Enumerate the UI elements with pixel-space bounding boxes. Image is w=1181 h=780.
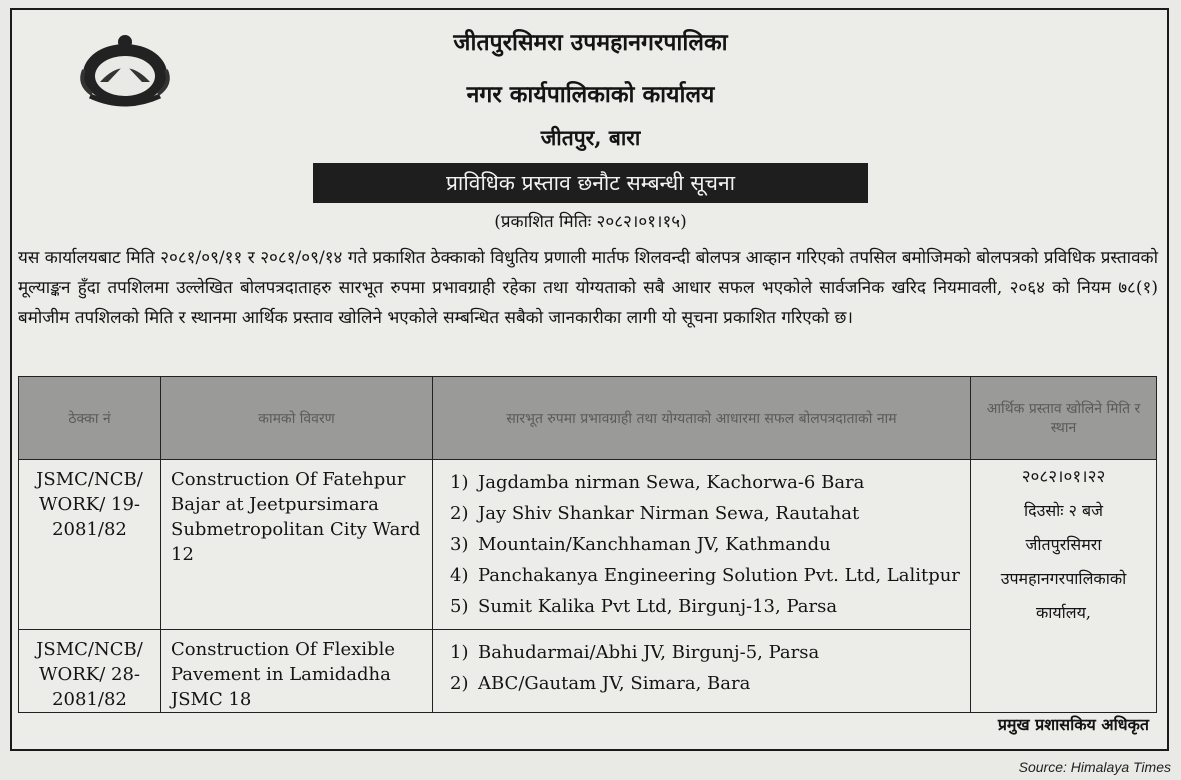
list-item: 3) Mountain/Kanchhaman JV, Kathmandu — [450, 534, 831, 555]
office-name: जीतपुरसिमरा उपमहानगरपालिका — [453, 29, 728, 56]
notice-body: यस कार्यालयबाट मिति २०८१/०९/११ र २०८१/०९/१४ गते प्रकाशित ठेक्काको विधुतिय प्रणाली मार्तफ शिलवन्दी बोलपत्र आव्हान गरिएको तपसिल बमोजिमको बोलपत्रको प्रविधिक प्रस्तावको मूल्याङ्कन हुँदा तपशिलमा उल्लेखित बोलपत्रदाताहरु सारभूत रुपमा प्रभावग्राही रहेका तथा योग्यताको सबै आधार सफल भएकोले सार्वजनिक खरिद नियमावली, २०६४ को नियम ७८(१) बमोजीम तपशिलको मिति र स्थानमा आर्थिक प्रस्ताव खोलिने भएकोले सम्बन्धित सबैको जानकारीका लागी यो सूचना प्रकाशित गरिएको छ। — [18, 248, 1158, 328]
list-item: 1) Bahudarmai/Abhi JV, Birgunj-5, Parsa — [450, 642, 820, 663]
list-item: 2) ABC/Gautam JV, Simara, Bara — [450, 673, 751, 694]
published-date: (प्रकाशित मितिः २०८२।०१।१५) — [494, 212, 687, 232]
bidder-list — [433, 460, 971, 630]
list-item: 5) Sumit Kalika Pvt Ltd, Birgunj-13, Parsa — [450, 596, 838, 617]
contract-no: JSMC/NCB/ WORK/ 19-2081/82 — [19, 460, 161, 630]
opening-date-place — [971, 460, 1157, 713]
notice-title: प्राविधिक प्रस्ताव छनौट सम्बन्धी सूचना — [445, 171, 736, 195]
opening-place-line3: कार्यालय, — [1035, 603, 1092, 622]
list-item: 1) Jagdamba nirman Sewa, Kachorwa-6 Bara — [450, 472, 865, 493]
bidder-list — [433, 630, 971, 713]
opening-place-line1: जीतपुरसिमरा — [1025, 535, 1102, 554]
list-item: 4) Panchakanya Engineering Solution Pvt. Ltd, Lalitpur — [450, 565, 960, 586]
contract-no: JSMC/NCB/ WORK/ 28-2081/82 — [19, 630, 161, 713]
header-description: कामको विवरण — [161, 377, 433, 460]
bidder-table — [18, 376, 1157, 713]
list-item: 2) Jay Shiv Shankar Nirman Sewa, Rautahat — [450, 503, 860, 524]
table-row — [19, 460, 1157, 630]
bidder-name: Jay Shiv Shankar Nirman Sewa, Rautahat — [478, 503, 860, 524]
office-location: जीतपुर, बारा — [540, 125, 641, 150]
work-description: Construction Of Flexible Pavement in Lamidadha JSMC 18 — [161, 630, 433, 713]
opening-time: दिउसोः २ बजे — [1023, 501, 1104, 520]
header-bidders: सारभूत रुपमा प्रभावग्राही तथा योग्यताको आधारमा सफल बोलपत्रदाताको नाम — [433, 377, 971, 460]
opening-date: २०८२।०१।२२ — [1021, 467, 1106, 487]
bidder-name: Sumit Kalika Pvt Ltd, Birgunj-13, Parsa — [478, 596, 838, 617]
header-contract-no: ठेक्का नं — [19, 377, 161, 460]
table-header-row — [19, 377, 1157, 460]
bidder-name: Mountain/Kanchhaman JV, Kathmandu — [478, 534, 831, 555]
opening-place-line2: उपमहानगरपालिकाको — [1000, 569, 1127, 588]
bidder-name: Jagdamba nirman Sewa, Kachorwa-6 Bara — [478, 472, 865, 493]
bidder-name: ABC/Gautam JV, Simara, Bara — [478, 673, 751, 694]
bidder-name: Panchakanya Engineering Solution Pvt. Ltd, Lalitpur — [478, 565, 960, 586]
source-credit: Source: Himalaya Times — [1018, 759, 1171, 775]
office-subtitle: नगर कार्यपालिकाको कार्यालय — [466, 81, 715, 108]
signature-title: प्रमुख प्रशासकिय अधिकृत — [997, 715, 1149, 734]
header-opening: आर्थिक प्रस्ताव खोलिने मिति र स्थान — [971, 377, 1157, 460]
bidder-name: Bahudarmai/Abhi JV, Birgunj-5, Parsa — [478, 642, 820, 663]
work-description: Construction Of Fatehpur Bajar at Jeetpursimara Submetropolitan City Ward 12 — [161, 460, 433, 630]
notice-title-banner — [313, 163, 868, 203]
